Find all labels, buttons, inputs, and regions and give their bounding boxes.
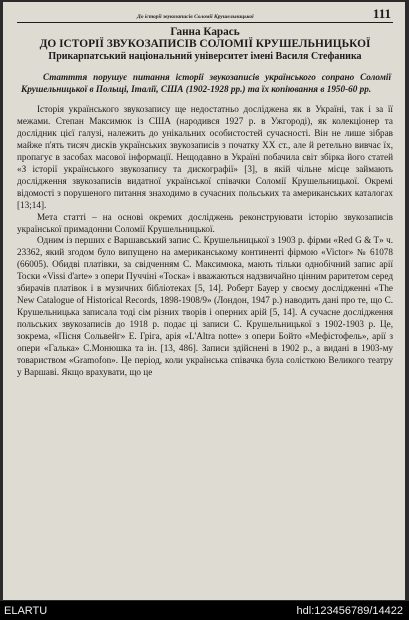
article-body — [17, 104, 393, 379]
handle-identifier: hdl:123456789/14422 — [296, 604, 403, 617]
abstract — [17, 71, 393, 95]
running-title: До історії звукозаписів Соломії Крушельницької — [137, 14, 254, 20]
document-page — [3, 2, 405, 600]
viewer-footer — [0, 601, 409, 620]
page-number: 111 — [372, 6, 391, 21]
body-paragraph: Одним із перших є Варшавський запис С. Крушельницької з 1903 р. фірми «Red G & T» ч. 23362, який згодом було випущено на американському континенті фірмою «Victor» № 61078 (66005). Обидві платівки, за свідченням С. Максимюка, мають тільки однобічний запис арії Тоски «Vissi d'arte» з опери Пуччіні «Тоска» і вважаються надзвичайно цінним раритетом серед збирачів платівок і в музичних бібліотеках [5, 14]. Роберт Бауер у своєму дослідженні «The New Catalogue of Historical Records, 1898-1908/9» (Лондон, 1947 р.) наводить дані про те, що С. Крушельницька записала тоді сім різних творів і оперних арій [5, 14]. А сучасне дослідження польських звукозаписів до 1918 р. подає ці записи С. Крушельницької з 1902-1903 р. Це, зокрема, «Пісня Сольвейг» Е. Гріга, арія «L'Altra notte» з опери Бойто «Мефістофель», арії з опери «Галька» С.Монюшка та ін. [13, 486]. Записи здійснені в 1902 р., а видані в 1903-му товариством «Gramofon». Це період, коли українська співачка була солісткою Великого театру у Варшаві. Якщо врахувати, що це — [17, 235, 393, 377]
article-title: ДО ІСТОРІЇ ЗВУКОЗАПИСІВ СОЛОМІЇ КРУШЕЛЬНИЦЬКОЇ — [39, 38, 371, 50]
abstract-text: Статття порушує питання історії звукозаписів українського сопрано Соломії Крушельницької в Польщі, Італії, США (1902-1928 рр.) та їх копіювання в 1950-60 рр. — [21, 72, 391, 94]
running-header — [17, 7, 393, 23]
repository-label: ELARTU — [4, 604, 48, 617]
article-author: Ганна Карась — [170, 26, 240, 38]
body-paragraph: Історія українського звукозапису ще недостатньо досліджена як в Україні, так і за її межами. Степан Максимюк із США (народився 1927 р. в Ужгороді), як колекціонер та дослідник цієї галузі, належить до унікальних особистостей сучасності. Він не лише зібрав майже п'ять тисяч дисків українських звукозаписів з початку XX ст., але й ретельно вивчає їх, пропагує в засобах масової інформації. Нещодавно в Україні побачила світ збірка його статей «З історії українського звукозапису та дискографії» [3], в якій чільне місце займають дослідження звукозаписів видатної української співачки Соломії Крушельницької. Окремі відомості з порушеного питання знаходимо в сучасних польських та американських каталогах [13;14]. — [17, 104, 393, 210]
body-paragraph: Мета статті – на основі окремих досліджень реконструювати історію звукозаписів української примадонни Соломії Крушельницької. — [17, 211, 393, 234]
author-affiliation: Прикарпатський національний університет імені Василя Стефаника — [48, 51, 362, 62]
